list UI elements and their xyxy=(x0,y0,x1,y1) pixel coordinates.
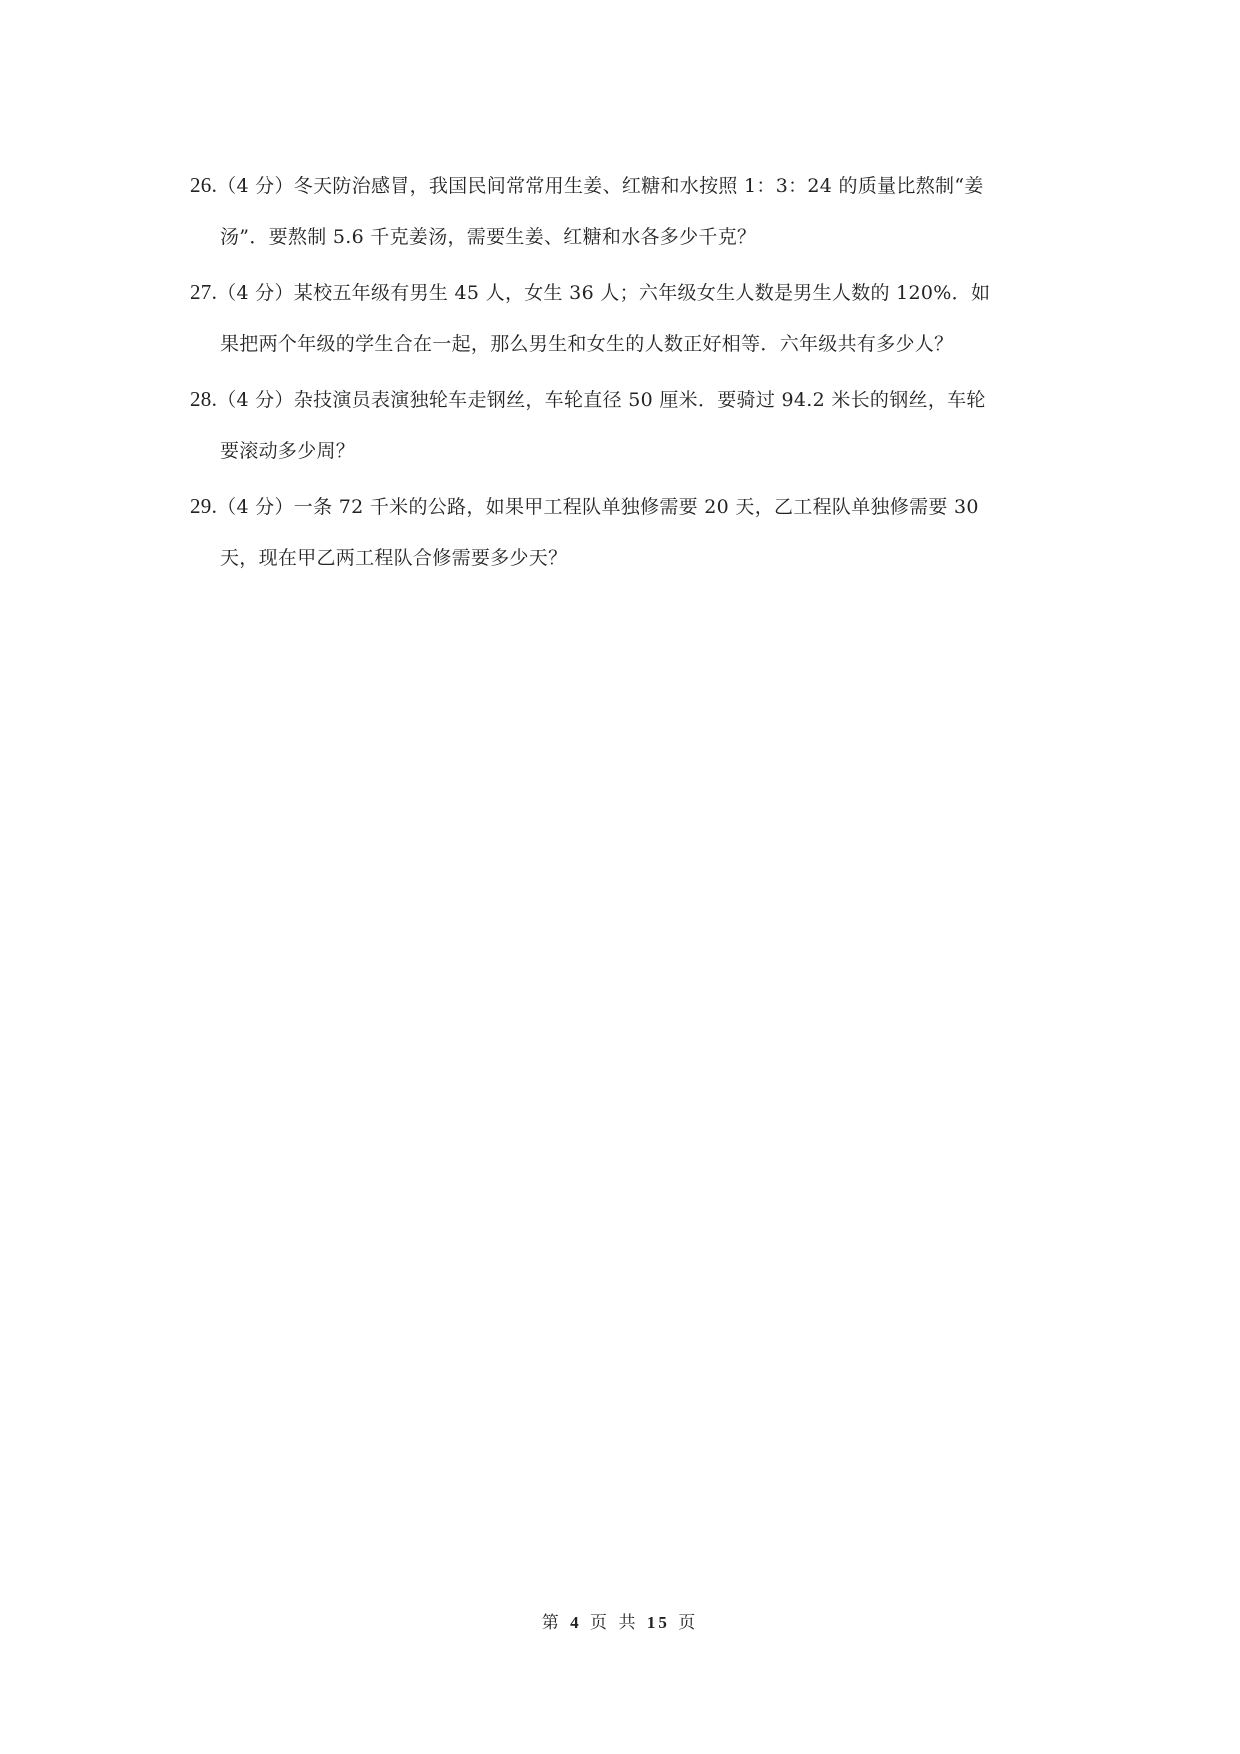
question-line xyxy=(190,160,1060,212)
question-text-continued: 汤”．要熬制 5.6 千克姜汤，需要生姜、红糖和水各多少千克？ xyxy=(220,226,757,248)
total-page-count: 15 xyxy=(646,1613,670,1632)
question-text-continued: 天，现在甲乙两工程队合修需要多少天？ xyxy=(220,547,568,569)
question-28 xyxy=(190,374,1060,477)
footer-middle: 页 共 xyxy=(590,1613,639,1633)
question-text: （4 分）某校五年级有男生 45 人，女生 36 人；六年级女生人数是男生人数的 120%．如 xyxy=(217,282,991,304)
question-number: 28. xyxy=(190,387,218,411)
footer-prefix: 第 xyxy=(541,1613,562,1633)
current-page-number: 4 xyxy=(570,1613,582,1632)
question-27 xyxy=(190,267,1060,370)
question-line xyxy=(190,374,1060,426)
question-text-continued: 果把两个年级的学生合在一起，那么男生和女生的人数正好相等．六年级共有多少人？ xyxy=(220,333,954,355)
question-29 xyxy=(190,481,1060,584)
question-text: （4 分）冬天防治感冒，我国民间常常用生姜、红糖和水按照 1：3：24 的质量比熬制“姜 xyxy=(217,175,984,197)
question-line xyxy=(190,481,1060,533)
footer-suffix: 页 xyxy=(678,1613,699,1633)
question-list xyxy=(190,160,1060,588)
question-number: 29. xyxy=(190,494,218,518)
question-number: 26. xyxy=(190,173,218,197)
question-text: （4 分）一条 72 千米的公路，如果甲工程队单独修需要 20 天，乙工程队单独修需要 30 xyxy=(217,496,979,518)
question-26 xyxy=(190,160,1060,263)
question-text-continued: 要滚动多少周？ xyxy=(220,440,356,462)
question-text: （4 分）杂技演员表演独轮车走钢丝，车轮直径 50 厘米．要骑过 94.2 米长的钢丝，车轮 xyxy=(217,389,986,411)
question-number: 27. xyxy=(190,280,218,304)
question-line xyxy=(190,267,1060,319)
page-footer xyxy=(0,1608,1240,1633)
